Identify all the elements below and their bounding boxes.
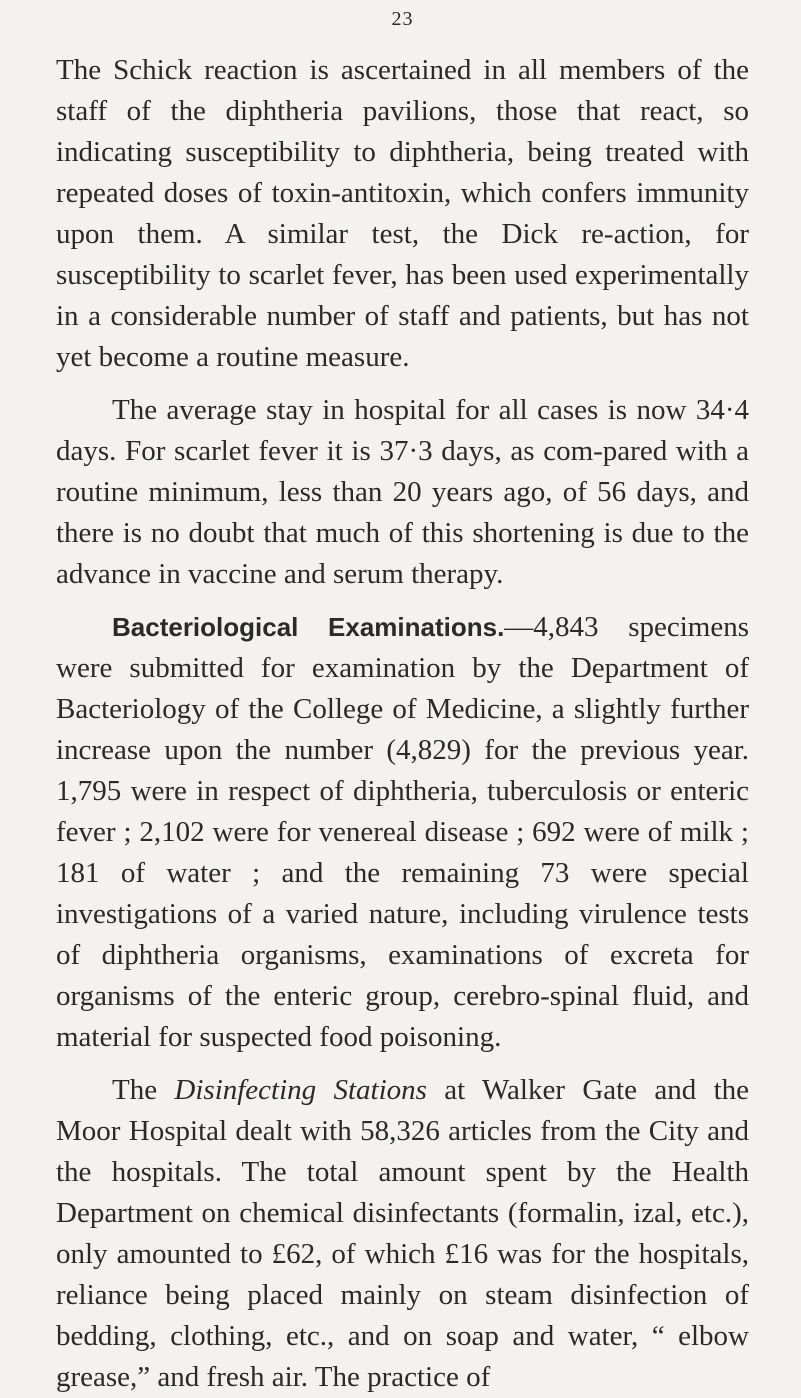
italic-term-disinfecting-stations: Disinfecting Stations	[174, 1074, 427, 1106]
page-number: 23	[391, 8, 414, 30]
paragraph-disinfecting-stations	[56, 1070, 749, 1398]
paragraph-schick-reaction: The Schick reaction is ascertained in all members of the staff of the diphtheria pavilions, those that react, so indicating susceptibility to diphtheria, being treated with repeated doses of toxin-antitoxin, which confers immunity upon them. A similar test, the Dick re-action, for susceptibility to scarlet fever, has been used experimentally in a considerable number of staff and patients, but has not yet become a routine measure.	[56, 54, 749, 373]
section-heading-bacteriological: Bacteriological Examinations.	[112, 612, 505, 642]
paragraph-disinfecting-body: at Walker Gate and the Moor Hospital dealt with 58,326 articles from the City and the hospitals. The total amount spent by the Health Department on chemical disinfectants (formalin, izal, etc.), only amounted to £62, of which £16 was for the hospitals, reliance being placed mainly on steam disinfection of bedding, clothing, etc., and on soap and water, “ elbow grease,” and fresh air. The practice of	[56, 1074, 749, 1393]
paragraph-disinfecting-lead: The	[112, 1074, 175, 1106]
paragraph-bacteriological-body: —4,843 specimens were submitted for examination by the Department of Bacteriology of the College of Medicine, a slightly further increase upon the number (4,829) for the previous year. 1,795 were in respect of diphtheria, tuberculosis or enteric fever ; 2,102 were for venereal disease ; 692 were of milk ; 181 of water ; and the remaining 73 were special investigations of a varied nature, including virulence tests of diphtheria organisms, examinations of excreta for organisms of the enteric group, cerebro-spinal fluid, and material for suspected food poisoning.	[56, 611, 749, 1053]
paragraph-average-stay: The average stay in hospital for all cases is now 34·4 days. For scarlet fever it is 37·3 days, as com-pared with a routine minimum, less than 20 years ago, of 56 days, and there is no doubt that much of this shortening is due to the advance in vaccine and serum therapy.	[56, 394, 749, 590]
paragraph-bacteriological-examinations	[56, 607, 749, 1058]
